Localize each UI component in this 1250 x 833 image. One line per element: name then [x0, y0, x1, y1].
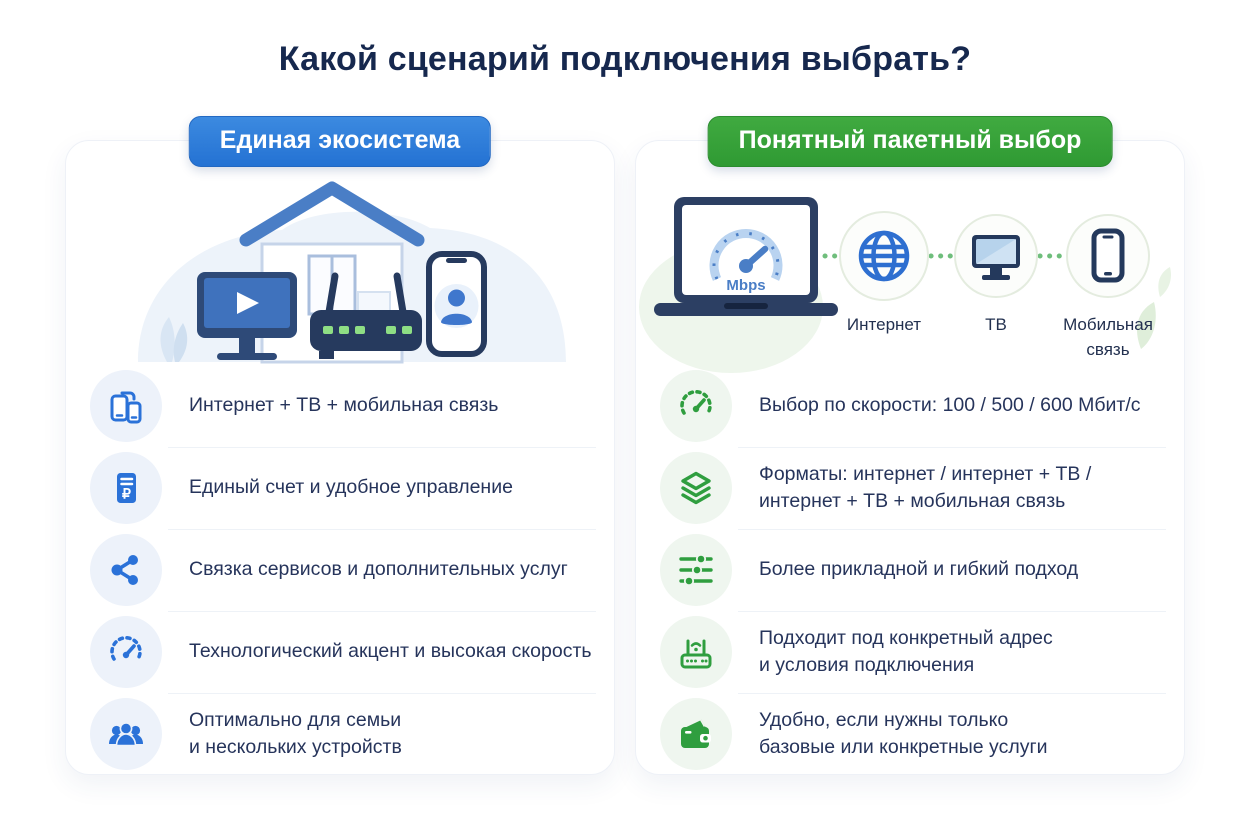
list-item-text: Технологический акцент и высокая скорость — [189, 640, 592, 663]
list-item-text: Оптимально для семьи — [189, 708, 402, 731]
smartphone-icon — [429, 254, 484, 354]
badge-packages: Понятный пакетный выбор — [708, 116, 1113, 167]
list-item-text: Удобно, если нужны только — [759, 708, 1009, 731]
speedometer-icon — [660, 370, 732, 442]
list-item-text: Интернет + ТВ + мобильная связь — [189, 394, 499, 417]
list-item-text: Связка сервисов и дополнительных услуг — [189, 558, 568, 581]
list-item-text: базовые или конкретные услуги — [759, 736, 1048, 758]
page-title: Какой сценарий подключения выбрать? — [278, 40, 972, 78]
list-item-text: Подходит под конкретный адрес — [759, 626, 1053, 649]
list-item-text: Единый счет и удобное управление — [189, 476, 513, 499]
devices-icon — [90, 370, 162, 442]
node-label-tv: ТВ — [985, 315, 1007, 334]
leaf-decoration — [1158, 267, 1171, 297]
node-label-internet: Интернет — [846, 315, 922, 334]
list-item — [66, 365, 614, 447]
list-item-text: интернет + ТВ + мобильная связь — [759, 490, 1066, 512]
list-item-text: Выбор по скорости: 100 / 500 / 600 Мбит/с — [759, 394, 1141, 417]
mbps-label: Mbps — [726, 277, 766, 294]
list-item-text: Более прикладной и гибкий подход — [759, 558, 1079, 581]
node-label-mobile: Мобильная связь — [1063, 315, 1153, 359]
ruble-glyph: ₽ — [122, 485, 131, 502]
list-item — [66, 529, 614, 611]
wallet-icon — [660, 698, 732, 770]
house-scene — [66, 166, 616, 376]
list-item — [66, 693, 614, 775]
bill-icon — [90, 452, 162, 524]
sliders-icon — [660, 534, 732, 606]
list-item — [636, 529, 1184, 611]
list-item — [636, 447, 1184, 529]
ecosystem-feature-list — [66, 365, 614, 775]
list-item — [636, 693, 1184, 775]
people-icon — [90, 698, 162, 770]
packages-illustration — [636, 179, 1186, 389]
layers-icon — [660, 452, 732, 524]
phone-icon — [1094, 231, 1122, 280]
router-icon — [660, 616, 732, 688]
badge-ecosystem: Единая экосистема — [189, 116, 491, 167]
speedometer-icon — [90, 616, 162, 688]
ecosystem-illustration — [66, 166, 616, 376]
card-packages — [635, 126, 1185, 775]
list-item — [66, 611, 614, 693]
laptop-icon — [654, 197, 838, 316]
list-item-text: Форматы: интернет / интернет + ТВ / — [759, 462, 1092, 485]
list-item — [636, 365, 1184, 447]
packages-feature-list — [636, 365, 1184, 775]
list-item — [66, 447, 614, 529]
card-ecosystem — [65, 126, 615, 775]
share-icon — [90, 534, 162, 606]
list-item — [636, 611, 1184, 693]
list-item-text: и условия подключения — [759, 654, 975, 676]
list-item-text: и нескольких устройств — [189, 736, 402, 758]
